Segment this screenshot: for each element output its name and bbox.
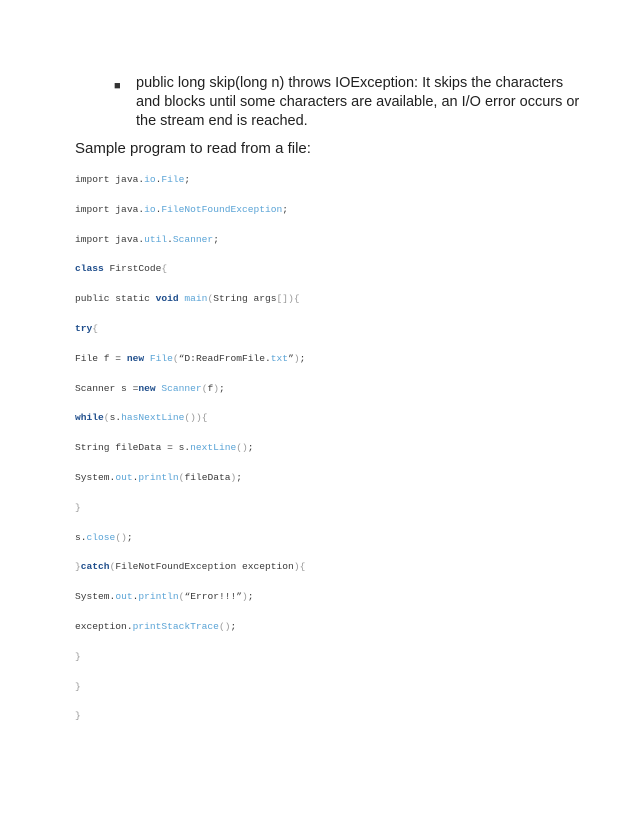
code-text: “D:ReadFromFile.: [178, 352, 271, 364]
code-identifier: Scanner: [172, 233, 214, 245]
code-bracket: (): [184, 412, 196, 424]
code-text: ;: [126, 531, 133, 543]
code-text: ;: [299, 352, 306, 364]
code-bracket: (): [115, 531, 127, 543]
code-identifier: out: [115, 472, 133, 483]
code-bracket: ): [213, 382, 219, 394]
code-text: .: [155, 174, 162, 185]
code-text: ;: [219, 382, 225, 394]
code-keyword: class: [75, 263, 104, 275]
code-bracket: (: [172, 352, 179, 364]
code-text: f: [207, 382, 214, 394]
code-bracket: ): [293, 352, 300, 364]
code-text: import java.: [75, 174, 145, 185]
code-bracket: }: [75, 501, 81, 513]
code-text: ;: [213, 233, 219, 245]
code-text: Scanner s =: [75, 382, 139, 394]
code-identifier: io: [144, 203, 156, 215]
code-line: [75, 352, 305, 366]
code-bracket: }: [75, 680, 81, 692]
code-text: .: [132, 591, 139, 603]
code-text: “Error!!!”: [184, 591, 243, 603]
code-line: [75, 233, 219, 247]
code-line: [75, 262, 167, 276]
code-bracket: (: [109, 561, 116, 573]
code-identifier: println: [138, 591, 179, 603]
code-bracket: (: [103, 412, 110, 424]
code-bracket: {: [299, 561, 306, 573]
code-line: [75, 471, 242, 485]
code-text: FirstCode: [103, 263, 162, 275]
code-text: s.: [75, 531, 87, 543]
code-bracket: ): [293, 561, 300, 573]
code-bracket: }: [75, 650, 81, 662]
code-line: [75, 203, 288, 217]
code-line: [75, 173, 190, 187]
code-text: exception.: [75, 621, 133, 632]
code-line: [75, 590, 254, 604]
code-identifier: println: [138, 472, 179, 483]
code-bracket: (: [201, 382, 208, 394]
code-text: File f =: [75, 352, 127, 364]
code-text: ;: [230, 621, 237, 632]
code-bracket: {: [161, 263, 168, 275]
code-text: ;: [236, 472, 243, 483]
bullet-text: public long skip(long n) throws IOException: It skips the characters and blocks until some characters are available, an I/O error occurs or the stream end is reached.: [136, 75, 580, 129]
code-identifier: util: [144, 233, 168, 245]
code-keyword: try: [75, 323, 93, 334]
code-bracket: ): [195, 412, 202, 424]
code-bracket: {: [293, 293, 300, 305]
code-line: [75, 441, 254, 455]
code-identifier: main: [184, 293, 208, 305]
code-text: System.: [75, 472, 116, 483]
square-bullet-icon: ■: [114, 80, 121, 92]
code-bracket: ): [288, 293, 294, 305]
code-line: [75, 322, 98, 336]
code-bracket: }: [75, 561, 81, 573]
code-bracket: (: [178, 591, 185, 603]
code-identifier: Scanner: [161, 382, 202, 394]
code-bracket: {: [201, 412, 208, 424]
code-line: [75, 292, 300, 306]
code-identifier: printStackTrace: [132, 621, 219, 632]
code-text: .: [167, 233, 173, 245]
code-identifier: txt: [270, 352, 289, 364]
code-text: fileData: [184, 472, 231, 483]
code-identifier: hasNextLine: [121, 412, 185, 424]
code-bracket: ): [242, 591, 248, 603]
code-keyword: new: [138, 382, 156, 394]
code-text: ”: [288, 352, 294, 364]
code-identifier: close: [86, 531, 116, 543]
code-keyword: catch: [80, 561, 110, 573]
code-identifier: File: [161, 174, 185, 185]
code-text: FileNotFoundException exception: [115, 561, 294, 573]
code-text: ;: [184, 174, 191, 185]
code-identifier: nextLine: [190, 442, 237, 454]
code-line: [75, 650, 81, 664]
code-line: [75, 560, 305, 574]
code-bracket: }: [75, 710, 81, 722]
code-keyword: void: [155, 293, 179, 305]
code-text: ;: [247, 591, 254, 603]
code-line: [75, 382, 225, 396]
bullet-item: [114, 74, 584, 131]
code-line: [75, 680, 81, 694]
code-identifier: io: [144, 174, 156, 185]
code-text: String fileData = s.: [75, 442, 191, 454]
code-bracket: {: [92, 323, 99, 334]
code-text: import java.: [75, 203, 145, 215]
code-text: ;: [247, 442, 254, 454]
code-bracket: (: [178, 472, 185, 483]
code-line: [75, 709, 81, 723]
code-text: .: [132, 472, 139, 483]
code-text: s.: [109, 412, 122, 424]
code-bracket: (): [218, 621, 231, 632]
code-line: [75, 620, 236, 634]
code-identifier: FileNotFoundException: [161, 203, 283, 215]
code-line: [75, 531, 133, 545]
code-line: [75, 501, 81, 515]
code-bracket: ): [230, 472, 237, 483]
code-bracket: (: [207, 293, 214, 305]
code-keyword: new: [126, 352, 145, 364]
code-identifier: out: [115, 591, 133, 603]
code-text: .: [155, 203, 162, 215]
code-keyword: while: [75, 412, 104, 424]
section-intro: Sample program to read from a file:: [75, 140, 311, 157]
code-bracket: []: [276, 293, 289, 305]
code-text: public static: [75, 293, 156, 305]
code-text: String args: [213, 293, 277, 305]
code-line: [75, 411, 207, 425]
code-text: ;: [282, 203, 289, 215]
code-bracket: (): [236, 442, 248, 454]
code-text: import java.: [75, 233, 145, 245]
code-text: System.: [75, 591, 116, 603]
code-identifier: File: [149, 352, 173, 364]
